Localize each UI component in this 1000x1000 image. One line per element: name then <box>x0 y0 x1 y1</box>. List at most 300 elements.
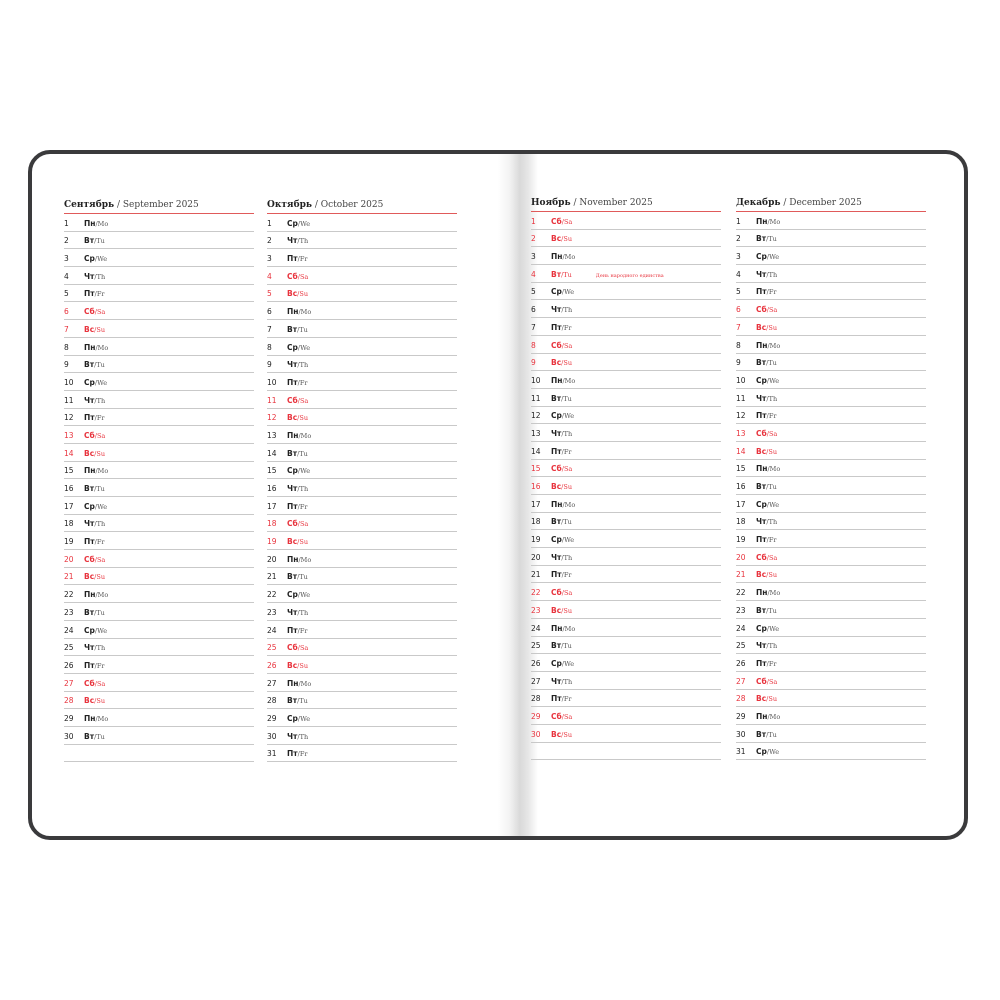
weekday-en: /We <box>297 714 311 723</box>
month-header <box>267 198 457 214</box>
weekday-en: /We <box>766 500 780 509</box>
day-number: 2 <box>64 236 69 246</box>
day-row <box>531 477 721 495</box>
weekday-en: /Fr <box>297 626 308 635</box>
weekday-ru: Вс <box>287 660 298 670</box>
day-row <box>736 601 926 619</box>
weekday-ru: Сб <box>756 305 767 315</box>
weekday-ru: Ср <box>84 625 95 635</box>
weekday-ru: Ср <box>287 342 298 352</box>
day-number: 15 <box>267 466 277 476</box>
weekday-ru: Сб <box>756 552 767 562</box>
day-number: 13 <box>531 428 541 438</box>
day-row <box>64 249 254 267</box>
day-row <box>267 267 457 285</box>
day-number: 11 <box>736 393 746 403</box>
month-october <box>267 198 457 762</box>
weekday-ru: Пт <box>551 446 562 456</box>
day-number: 16 <box>64 484 74 493</box>
weekday-en: /Th <box>94 272 106 281</box>
day-row <box>531 283 721 301</box>
weekday-ru: Вт <box>756 482 767 491</box>
weekday-en: /Mo <box>95 591 109 600</box>
weekday-ru: Пн <box>551 375 563 385</box>
day-number: 23 <box>736 605 746 615</box>
day-row <box>736 460 926 478</box>
day-number: 17 <box>267 501 277 511</box>
day-number: 27 <box>64 678 74 688</box>
planner-spread <box>28 150 968 840</box>
weekday-en: /Th <box>297 361 309 370</box>
day-row <box>531 690 721 708</box>
day-row <box>267 426 457 444</box>
weekday-en: /Th <box>561 306 573 315</box>
month-header <box>531 196 721 212</box>
day-number: 27 <box>267 678 277 688</box>
day-number: 22 <box>531 588 541 598</box>
weekday-en: /Tu <box>766 359 777 368</box>
day-number: 4 <box>267 271 272 281</box>
day-row <box>64 603 254 621</box>
weekday-ru: Ср <box>551 535 562 545</box>
weekday-ru: Вт <box>551 641 562 651</box>
weekday-en: /Fr <box>766 536 777 545</box>
weekday-ru: Чт <box>84 271 95 281</box>
weekday-en: /Su <box>297 538 309 547</box>
day-row <box>64 267 254 285</box>
day-number: 22 <box>64 590 74 600</box>
day-number: 13 <box>64 430 74 440</box>
weekday-en: /Tu <box>561 642 572 651</box>
day-row <box>531 389 721 407</box>
day-row <box>531 442 721 460</box>
weekday-ru: Вс <box>551 234 562 244</box>
day-number: 5 <box>64 289 69 299</box>
weekday-en: /Fr <box>561 695 572 704</box>
day-number: 25 <box>736 641 746 651</box>
weekday-ru: Чт <box>551 676 562 686</box>
day-row <box>64 515 254 533</box>
day-number: 9 <box>267 360 272 370</box>
day-number: 20 <box>267 554 277 564</box>
weekday-ru: Ср <box>756 375 767 385</box>
day-row <box>736 300 926 318</box>
day-number: 1 <box>736 216 741 226</box>
day-number: 20 <box>64 554 74 564</box>
weekday-en: /Th <box>766 518 778 527</box>
weekday-ru: Сб <box>84 430 95 440</box>
weekday-en: /Mo <box>95 219 109 228</box>
day-row <box>531 230 721 248</box>
day-number: 15 <box>531 464 541 474</box>
day-number: 27 <box>531 676 541 686</box>
weekday-ru: Вт <box>756 605 767 615</box>
weekday-ru: Вт <box>287 448 298 458</box>
day-row <box>267 391 457 409</box>
weekday-ru: Ср <box>551 287 562 297</box>
day-number: 5 <box>736 287 741 297</box>
day-row <box>531 601 721 619</box>
day-number: 19 <box>267 537 277 547</box>
day-row <box>736 566 926 584</box>
weekday-en: /Mo <box>95 467 109 476</box>
weekday-en: /Th <box>297 608 309 617</box>
weekday-ru: Сб <box>287 271 298 281</box>
month-november <box>531 196 721 760</box>
weekday-en: /Tu <box>94 608 105 617</box>
day-row <box>531 637 721 655</box>
day-row <box>64 497 254 515</box>
weekday-en: /Su <box>766 571 778 580</box>
day-number: 9 <box>64 360 69 370</box>
empty-row <box>64 745 254 763</box>
day-number: 23 <box>531 605 541 615</box>
weekday-en: /Tu <box>561 394 572 403</box>
day-row <box>531 725 721 743</box>
day-number: 12 <box>736 411 746 421</box>
weekday-en: /Su <box>94 449 106 458</box>
month-name-ru: Ноябрь <box>531 198 571 208</box>
day-number: 30 <box>267 731 277 741</box>
weekday-en: /Tu <box>297 449 308 458</box>
weekday-en: /Mo <box>95 714 109 723</box>
weekday-ru: Пн <box>551 499 563 509</box>
day-number: 6 <box>64 307 69 317</box>
day-number: 14 <box>736 446 746 456</box>
weekday-en: /Fr <box>94 414 105 423</box>
day-row <box>736 230 926 248</box>
weekday-ru: Сб <box>84 554 95 564</box>
day-row <box>531 619 721 637</box>
weekday-en: /Su <box>561 235 573 244</box>
weekday-ru: Чт <box>756 393 767 403</box>
day-number: 26 <box>736 658 746 668</box>
weekday-en: /We <box>297 343 311 352</box>
weekday-en: /Fr <box>766 412 777 421</box>
day-row <box>267 444 457 462</box>
day-row <box>736 530 926 548</box>
weekday-ru: Пн <box>84 218 96 228</box>
weekday-ru: Пн <box>756 216 768 226</box>
weekday-ru: Вс <box>84 696 95 706</box>
day-number: 10 <box>531 375 541 385</box>
day-number: 22 <box>267 590 277 600</box>
day-row <box>64 727 254 745</box>
day-number: 5 <box>267 289 272 299</box>
weekday-en: /Mo <box>767 341 781 350</box>
day-row <box>267 727 457 745</box>
day-row <box>267 409 457 427</box>
weekday-en: /Tu <box>766 606 777 615</box>
day-row <box>531 371 721 389</box>
weekday-ru: Пт <box>551 322 562 332</box>
day-number: 23 <box>64 607 74 617</box>
day-number: 24 <box>64 625 74 635</box>
weekday-ru: Ср <box>287 713 298 723</box>
day-row <box>64 568 254 586</box>
weekday-en: /Sa <box>561 217 573 226</box>
weekday-ru: Вс <box>287 413 298 423</box>
day-number: 2 <box>736 234 741 244</box>
weekday-en: /Fr <box>561 571 572 580</box>
weekday-en: /We <box>561 412 575 421</box>
weekday-en: /Mo <box>298 308 312 317</box>
weekday-en: /Sa <box>766 677 778 686</box>
day-row <box>64 391 254 409</box>
weekday-ru: Ср <box>84 254 95 264</box>
day-number: 30 <box>531 729 541 739</box>
day-row <box>531 407 721 425</box>
weekday-en: /Tu <box>561 518 572 527</box>
day-row <box>736 707 926 725</box>
day-number: 3 <box>531 252 536 262</box>
weekday-ru: Чт <box>756 641 767 651</box>
day-row <box>531 300 721 318</box>
day-row <box>64 285 254 303</box>
weekday-ru: Вс <box>551 605 562 615</box>
weekday-en: /Fr <box>297 255 308 264</box>
weekday-en: /Th <box>766 270 778 279</box>
day-number: 17 <box>531 499 541 509</box>
day-row <box>267 302 457 320</box>
weekday-ru: Вс <box>84 448 95 458</box>
holiday-note: День народного единства <box>595 272 664 279</box>
weekday-en: /We <box>561 536 575 545</box>
weekday-en: /Mo <box>767 217 781 226</box>
day-row <box>736 477 926 495</box>
weekday-ru: Сб <box>84 678 95 688</box>
day-number: 6 <box>736 305 741 315</box>
weekday-en: /Fr <box>766 288 777 297</box>
day-number: 25 <box>531 641 541 651</box>
day-row <box>267 674 457 692</box>
weekday-en: /Sa <box>297 272 309 281</box>
weekday-ru: Сб <box>287 643 298 653</box>
weekday-ru: Вт <box>756 729 767 739</box>
day-number: 18 <box>531 517 541 527</box>
weekday-en: /Tu <box>766 235 777 244</box>
day-row <box>531 424 721 442</box>
day-row <box>267 709 457 727</box>
day-number: 28 <box>736 694 746 704</box>
weekday-ru: Пт <box>551 694 562 704</box>
weekday-ru: Сб <box>287 519 298 529</box>
weekday-en: /Mo <box>767 712 781 721</box>
day-number: 16 <box>531 482 541 491</box>
weekday-ru: Ср <box>84 501 95 511</box>
day-number: 24 <box>531 623 541 633</box>
weekday-ru: Пн <box>756 588 768 598</box>
day-row <box>736 619 926 637</box>
day-row <box>736 212 926 230</box>
month-name-ru: Сентябрь <box>64 200 115 210</box>
month-september <box>64 198 254 762</box>
weekday-ru: Пт <box>84 660 95 670</box>
day-number: 19 <box>64 537 74 547</box>
day-number: 6 <box>267 307 272 317</box>
day-row <box>64 338 254 356</box>
day-number: 11 <box>267 395 277 405</box>
weekday-ru: Чт <box>756 269 767 279</box>
weekday-ru: Вт <box>287 696 298 706</box>
day-row <box>531 707 721 725</box>
day-number: 20 <box>736 552 746 562</box>
day-row <box>736 336 926 354</box>
day-row <box>267 621 457 639</box>
day-row <box>267 338 457 356</box>
day-number: 21 <box>531 570 541 580</box>
weekday-ru: Пн <box>287 554 299 564</box>
day-row <box>736 389 926 407</box>
day-number: 17 <box>736 499 746 509</box>
day-row <box>267 232 457 250</box>
month-header <box>736 196 926 212</box>
day-row <box>64 426 254 444</box>
weekday-en: /Sa <box>297 396 309 405</box>
day-number: 26 <box>267 660 277 670</box>
day-row <box>64 639 254 657</box>
weekday-ru: Пн <box>84 590 96 600</box>
weekday-en: /Su <box>766 323 778 332</box>
day-number: 13 <box>736 428 746 438</box>
month-header <box>64 198 254 214</box>
weekday-en: /Th <box>766 642 778 651</box>
day-number: 15 <box>64 466 74 476</box>
weekday-ru: Сб <box>84 307 95 317</box>
day-row <box>64 462 254 480</box>
weekday-en: /Su <box>561 730 573 739</box>
weekday-ru: Вс <box>756 446 767 456</box>
weekday-en: /Th <box>94 396 106 405</box>
month-name-en: / September 2025 <box>116 200 199 210</box>
day-row <box>531 654 721 672</box>
weekday-ru: Вт <box>287 572 298 582</box>
weekday-en: /We <box>766 376 780 385</box>
day-number: 5 <box>531 287 536 297</box>
weekday-en: /Fr <box>766 659 777 668</box>
day-number: 21 <box>736 570 746 580</box>
day-number: 25 <box>267 643 277 653</box>
day-number: 28 <box>64 696 74 706</box>
day-number: 13 <box>267 430 277 440</box>
weekday-en: /Mo <box>298 679 312 688</box>
day-row <box>64 692 254 710</box>
day-number: 2 <box>267 236 272 246</box>
weekday-en: /Su <box>561 359 573 368</box>
weekday-ru: Вс <box>551 729 562 739</box>
weekday-en: /Tu <box>94 732 105 741</box>
weekday-ru: Чт <box>287 236 298 246</box>
weekday-en: /We <box>766 253 780 262</box>
weekday-en: /Sa <box>94 308 106 317</box>
weekday-ru: Пт <box>287 254 298 264</box>
weekday-ru: Вт <box>84 360 95 370</box>
day-number: 25 <box>64 643 74 653</box>
day-number: 8 <box>267 342 272 352</box>
day-number: 8 <box>64 342 69 352</box>
weekday-en: /Th <box>561 429 573 438</box>
weekday-en: /Fr <box>94 538 105 547</box>
weekday-ru: Чт <box>287 607 298 617</box>
day-row <box>267 656 457 674</box>
weekday-en: /Tu <box>561 270 572 279</box>
day-number: 24 <box>736 623 746 633</box>
day-row <box>267 285 457 303</box>
day-number: 7 <box>267 324 272 334</box>
day-row <box>64 621 254 639</box>
day-number: 21 <box>267 572 277 582</box>
weekday-en: /We <box>766 748 780 757</box>
day-row <box>736 583 926 601</box>
weekday-en: /Su <box>94 697 106 706</box>
day-row <box>64 550 254 568</box>
day-number: 12 <box>64 413 74 423</box>
day-row <box>736 495 926 513</box>
day-number: 30 <box>736 729 746 739</box>
day-row <box>736 513 926 531</box>
day-row <box>267 639 457 657</box>
day-row <box>64 674 254 692</box>
weekday-ru: Чт <box>551 428 562 438</box>
day-number: 16 <box>267 484 277 493</box>
day-row <box>64 320 254 338</box>
weekday-en: /Tu <box>94 361 105 370</box>
day-row <box>531 212 721 230</box>
day-number: 29 <box>64 713 74 723</box>
day-list <box>531 212 721 760</box>
weekday-ru: Ср <box>551 658 562 668</box>
weekday-ru: Сб <box>756 676 767 686</box>
day-number: 9 <box>531 358 536 368</box>
weekday-ru: Чт <box>84 643 95 653</box>
weekday-ru: Вс <box>551 482 562 491</box>
day-row <box>531 495 721 513</box>
weekday-ru: Пн <box>551 623 563 633</box>
day-number: 29 <box>267 713 277 723</box>
weekday-en: /Mo <box>95 343 109 352</box>
day-row <box>531 265 721 283</box>
day-number: 6 <box>531 305 536 315</box>
weekday-en: /Sa <box>297 644 309 653</box>
day-row <box>267 249 457 267</box>
weekday-en: /Su <box>297 661 309 670</box>
day-row <box>736 407 926 425</box>
weekday-en: /Fr <box>561 447 572 456</box>
weekday-ru: Пт <box>84 289 95 299</box>
day-number: 29 <box>736 711 746 721</box>
day-row <box>531 354 721 372</box>
day-row <box>531 548 721 566</box>
day-row <box>267 462 457 480</box>
day-number: 21 <box>64 572 74 582</box>
weekday-en: /Fr <box>94 290 105 299</box>
weekday-en: /We <box>94 255 108 264</box>
month-december <box>736 196 926 760</box>
day-number: 31 <box>736 747 746 757</box>
weekday-en: /Mo <box>562 624 576 633</box>
day-row <box>267 356 457 374</box>
day-row <box>736 637 926 655</box>
weekday-ru: Пн <box>756 711 768 721</box>
day-row <box>64 479 254 497</box>
weekday-en: /Mo <box>562 253 576 262</box>
weekday-ru: Пн <box>287 307 299 317</box>
day-number: 17 <box>64 501 74 511</box>
weekday-en: /Mo <box>562 376 576 385</box>
day-number: 22 <box>736 588 746 598</box>
day-row <box>531 672 721 690</box>
weekday-ru: Пт <box>756 287 767 297</box>
